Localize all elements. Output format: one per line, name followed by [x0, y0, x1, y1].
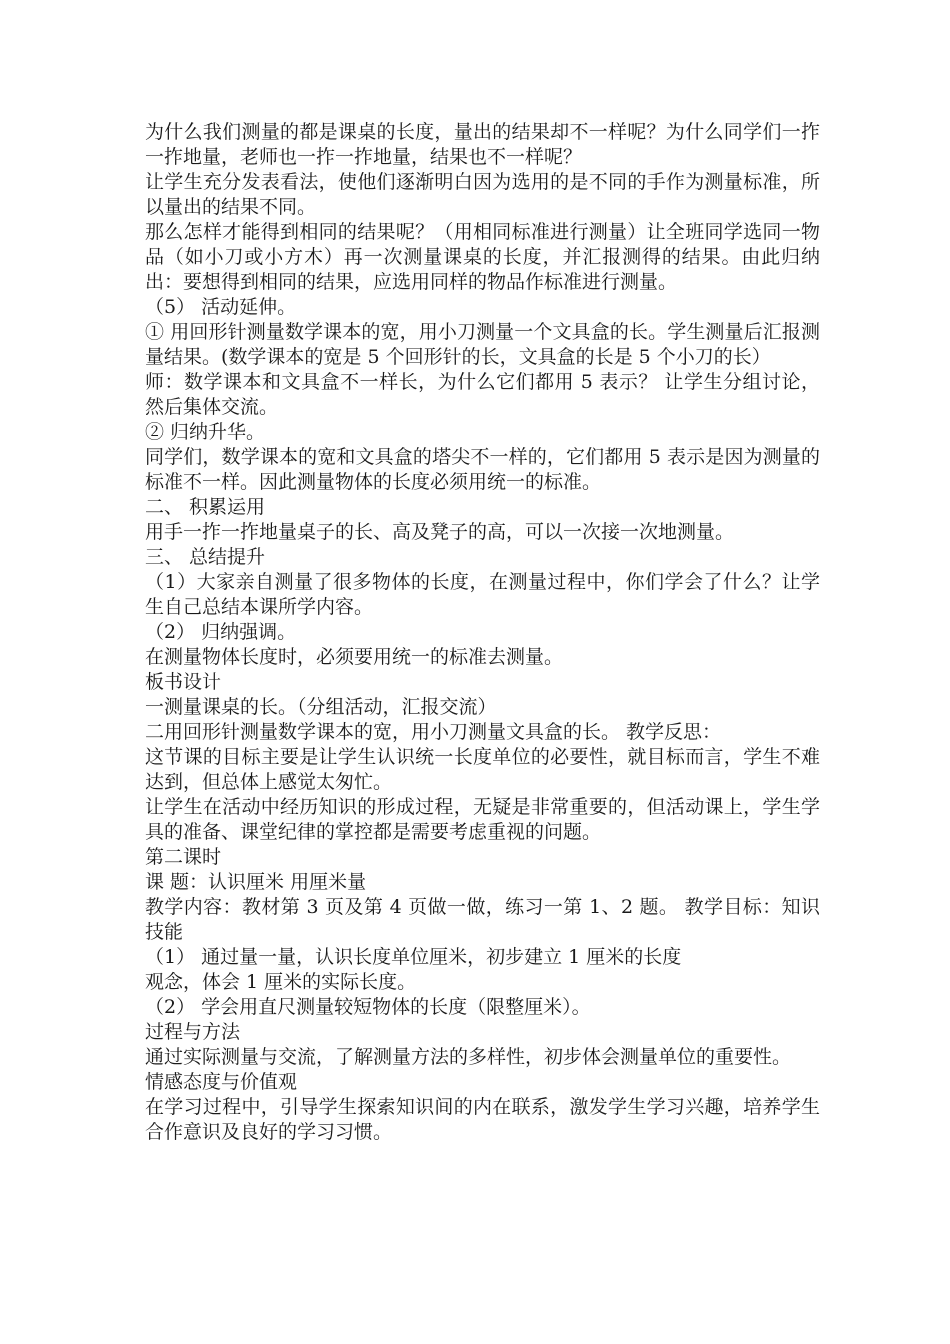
paragraph-conclusion-1: （1）大家亲自测量了很多物体的长度，在测量过程中，你们学会了什么？让学生自己总结本课所学内容。	[145, 571, 820, 618]
document-page	[145, 120, 820, 1145]
paragraph-process-text: 通过实际测量与交流，了解测量方法的多样性，初步体会测量单位的重要性。	[145, 1046, 792, 1068]
paragraph-apply-text: 用手一拃一拃地量桌子的长、高及凳子的高，可以一次接一次地测量。	[145, 521, 735, 543]
paragraph-conclusion-2: （2） 归纳强调。	[145, 621, 297, 643]
paragraph-board-2: 二用回形针测量数学课本的宽，用小刀测量文具盒的长。 教学反思：	[145, 721, 722, 743]
section-heading-board-design: 板书设计	[145, 671, 222, 693]
paragraph-board-1: 一测量课桌的长。（分组活动，汇报交流）	[145, 696, 497, 718]
paragraph-lesson-content: 教学内容：教材第 3 页及第 4 页做一做，练习一第 1、2 题。 教学目标：知识技能	[145, 896, 820, 943]
paragraph-reflection-1: 这节课的目标主要是让学生认识统一长度单位的必要性，就目标而言，学生不难达到，但总体上感觉太匆忙。	[145, 746, 820, 793]
section-heading-conclusion: 三、 总结提升	[145, 546, 266, 568]
paragraph-teacher-question: 师：数学课本和文具盒不一样长，为什么它们都用 5 表示？ 让学生分组讨论，然后集体交流。	[145, 371, 820, 418]
paragraph-goal-1-cont: 观念，体会 1 厘米的实际长度。	[145, 971, 417, 993]
section-heading-process: 过程与方法	[145, 1021, 241, 1043]
paragraph-summary-heading: ② 归纳升华。	[145, 421, 266, 443]
paragraph-attitude-text: 在学习过程中，引导学生探索知识间的内在联系，激发学生学习兴趣，培养学生合作意识及良好的学习习惯。	[145, 1096, 820, 1143]
paragraph-paperclip-measure: ① 用回形针测量数学课本的宽，用小刀测量一个文具盒的长。学生测量后汇报测量结果。(数学课本的宽是 5 个回形针的长，文具盒的长是 5 个小刀的长）	[145, 321, 820, 368]
paragraph-lesson-topic: 课 题：认识厘米 用厘米量	[145, 871, 367, 893]
paragraph-goal-2: （2） 学会用直尺测量较短物体的长度（限整厘米）。	[145, 996, 591, 1018]
paragraph-activity-extension: （5） 活动延伸。	[145, 296, 297, 318]
section-heading-apply: 二、 积累运用	[145, 496, 266, 518]
paragraph-question: 为什么我们测量的都是课桌的长度，量出的结果却不一样呢？为什么同学们一拃一拃地量，老师也一拃一拃地量，结果也不一样呢？	[145, 121, 820, 168]
paragraph-goal-1: （1） 通过量一量，认识长度单位厘米，初步建立 1 厘米的长度	[145, 946, 682, 968]
paragraph-reflection-2: 让学生在活动中经历知识的形成过程，无疑是非常重要的，但活动课上，学生学具的准备、课堂纪律的掌控都是需要考虑重视的问题。	[145, 796, 820, 843]
paragraph-summary-text: 同学们，数学课本的宽和文具盒的塔尖不一样的，它们都用 5 表示是因为测量的标准不一样。因此测量物体的长度必须用统一的标准。	[145, 446, 820, 493]
paragraph-same-standard: 那么怎样才能得到相同的结果呢？（用相同标准进行测量）让全班同学选同一物品（如小刀或小方木）再一次测量课桌的长度，并汇报测得的结果。由此归纳出：要想得到相同的结果，应选用同样的物品作标准进行测量。	[145, 221, 820, 293]
section-heading-second-lesson: 第二课时	[145, 846, 222, 868]
paragraph-conclusion-text: 在测量物体长度时，必须要用统一的标准去测量。	[145, 646, 564, 668]
section-heading-attitude: 情感态度与价值观	[145, 1071, 298, 1093]
paragraph-discussion: 让学生充分发表看法，使他们逐渐明白因为选用的是不同的手作为测量标准，所以量出的结果不同。	[145, 171, 820, 218]
